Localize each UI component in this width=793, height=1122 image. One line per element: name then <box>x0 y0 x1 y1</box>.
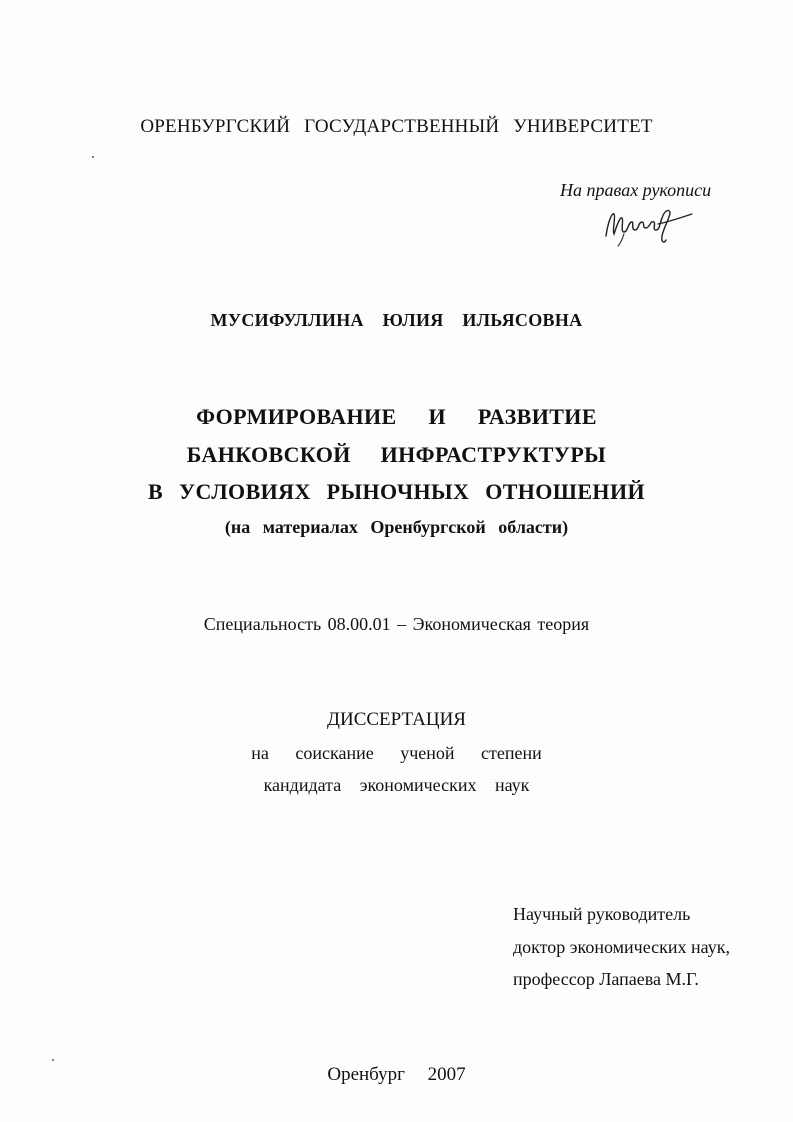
degree-line-2: кандидата экономических наук <box>263 775 530 795</box>
advisor-degree: доктор экономических наук, <box>513 937 730 957</box>
scan-speck <box>92 156 94 158</box>
specialty-line: Специальность 08.00.01 – Экономическая теория <box>203 614 590 634</box>
scan-speck <box>52 1059 54 1061</box>
dissertation-heading: ДИССЕРТАЦИЯ <box>327 709 466 730</box>
title-line-3: В УСЛОВИЯХ РЫНОЧНЫХ ОТНОШЕНИЙ <box>148 479 645 504</box>
university-name: ОРЕНБУРГСКИЙ ГОСУДАРСТВЕННЫЙ УНИВЕРСИТЕТ <box>140 116 653 137</box>
advisor-role: Научный руководитель <box>513 904 691 924</box>
title-line-2: БАНКОВСКОЙ ИНФРАСТРУКТУРЫ <box>186 442 607 467</box>
city-year: Оренбург 2007 <box>327 1064 466 1085</box>
author-name: МУСИФУЛЛИНА ЮЛИЯ ИЛЬЯСОВНА <box>210 310 583 330</box>
title-subtitle: (на материалах Оренбургской области) <box>224 517 569 537</box>
manuscript-rights-note: На правах рукописи <box>560 180 712 200</box>
title-line-1: ФОРМИРОВАНИЕ И РАЗВИТИЕ <box>196 404 597 429</box>
handwritten-signature <box>598 200 698 248</box>
degree-line-1: на соискание ученой степени <box>251 743 542 763</box>
advisor-name: профессор Лапаева М.Г. <box>513 969 699 989</box>
